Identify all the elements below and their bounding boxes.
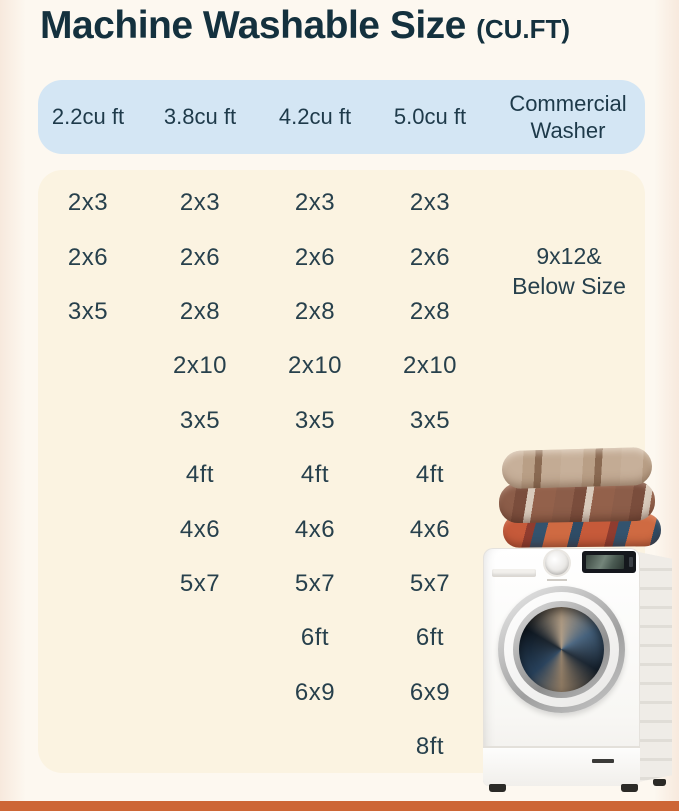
column-header-commercial: Commercial Washer: [509, 90, 627, 143]
commercial-size-note: [498, 241, 640, 302]
size-cell: 2x8: [409, 297, 451, 325]
size-cell: 2x6: [294, 243, 336, 271]
size-cell: 5x7: [179, 569, 221, 597]
size-cell: 6x9: [294, 678, 336, 706]
size-cell: 2x8: [179, 297, 221, 325]
washer-brand-mark: [547, 579, 567, 581]
size-cell: 2x6: [67, 243, 109, 271]
size-cell: 5x7: [409, 569, 451, 597]
size-column-2-2cuft: [38, 176, 138, 339]
size-cell: 4ft: [185, 461, 215, 489]
size-cell: 2x10: [287, 352, 343, 380]
size-cell: 4x6: [179, 515, 221, 543]
size-cell: 4x6: [294, 515, 336, 543]
size-column-5-0cuft: [380, 176, 480, 774]
size-cell: 6ft: [300, 624, 330, 652]
size-cell: 4ft: [415, 461, 445, 489]
column-header-5-0cuft: 5.0cu ft: [393, 104, 467, 130]
size-cell: 3x5: [67, 297, 109, 325]
bottom-accent-bar: [0, 801, 679, 811]
capacity-header-row: [38, 80, 645, 154]
washer-kick-panel: [483, 746, 640, 786]
washer-foot-right: [621, 784, 638, 792]
column-header-4-2cuft: 4.2cu ft: [278, 104, 352, 130]
page-title-main: Machine Washable Size: [40, 4, 466, 47]
size-cell: 3x5: [409, 406, 451, 434]
size-cell: 2x6: [179, 243, 221, 271]
size-column-4-2cuft: [265, 176, 365, 720]
washer-side-panel: [638, 552, 672, 782]
size-cell: 2x10: [402, 352, 458, 380]
size-cell: 6ft: [415, 624, 445, 652]
commercial-size-line2: Below Size: [512, 273, 626, 300]
size-cell: 3x5: [294, 406, 336, 434]
page-title: [40, 4, 570, 48]
washer-display: [582, 551, 636, 573]
washer-door: [498, 586, 625, 713]
washer-body: [483, 548, 640, 786]
washer-foot-side: [653, 779, 666, 786]
washer-vent-slot: [592, 759, 614, 763]
column-header-3-8cuft: 3.8cu ft: [163, 104, 237, 130]
folded-rug-top: [501, 447, 652, 489]
washer-foot-left: [489, 784, 506, 792]
washer-display-screen: [586, 555, 624, 569]
column-header-2-2cuft: 2.2cu ft: [51, 104, 125, 130]
size-cell: 3x5: [179, 406, 221, 434]
size-cell: 2x3: [67, 189, 109, 217]
washer-knob: [545, 551, 569, 575]
commercial-size-line1: 9x12&: [536, 243, 602, 269]
size-cell: 4x6: [409, 515, 451, 543]
detergent-drawer: [492, 569, 536, 576]
size-cell: 5x7: [294, 569, 336, 597]
size-cell: 2x6: [409, 243, 451, 271]
washer-drum-with-rug: [519, 607, 604, 692]
size-cell: 2x3: [294, 189, 336, 217]
size-cell: 2x3: [409, 189, 451, 217]
washer-display-button: [629, 557, 633, 567]
size-cell: 8ft: [415, 733, 445, 761]
size-cell: 2x8: [294, 297, 336, 325]
size-column-3-8cuft: [150, 176, 250, 611]
size-cell: 4ft: [300, 461, 330, 489]
size-cell: 6x9: [409, 678, 451, 706]
size-cell: 2x10: [172, 352, 228, 380]
page-title-unit: (CU.FT): [476, 14, 571, 44]
size-cell: 2x3: [179, 189, 221, 217]
